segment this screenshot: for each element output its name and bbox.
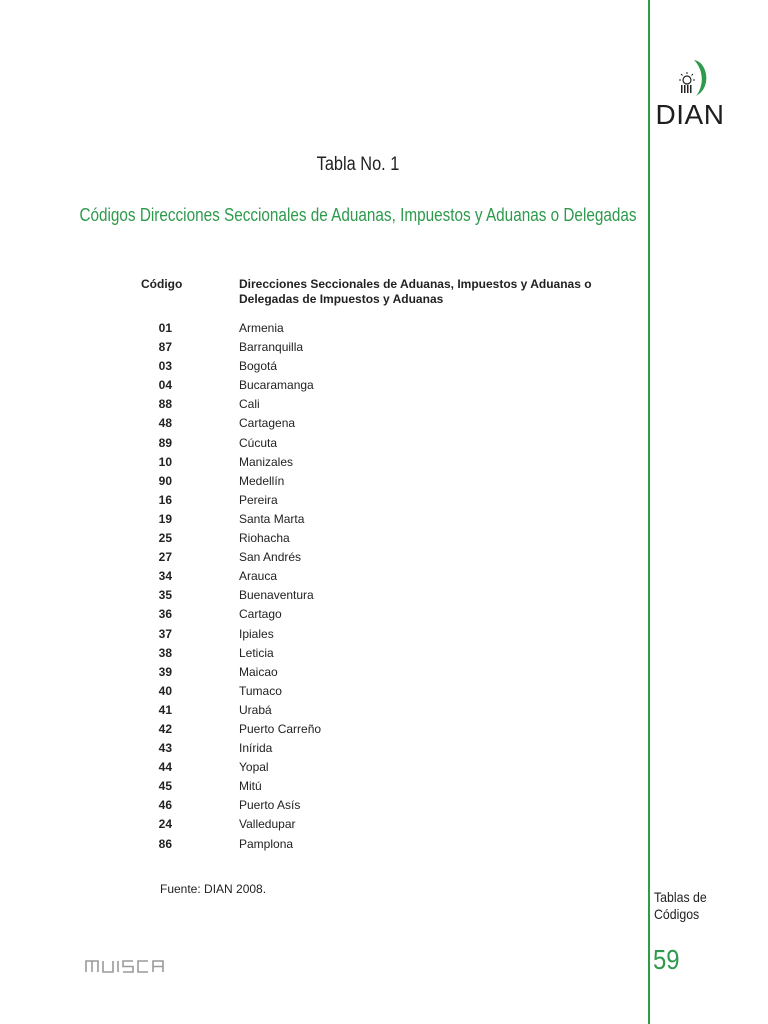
row-name: Arauca [239,569,278,584]
table-row [0,531,640,550]
table-row [0,837,640,856]
table-row [0,665,640,684]
row-code: 03 [158,359,172,374]
row-name: Inírida [239,741,273,756]
table-row [0,321,640,340]
section-label-line1: Tablas de [654,889,707,905]
table-row [0,779,640,798]
row-code: 16 [158,492,172,507]
row-code: 25 [158,531,172,546]
table-row [0,474,640,493]
row-code: 87 [158,340,172,355]
codes-table [0,321,640,856]
table-row [0,760,640,779]
row-name: Tumaco [239,683,282,698]
table-row [0,817,640,836]
table-title: Tabla No. 1 [316,154,400,175]
row-name: Buenaventura [239,588,314,603]
column-header-direction: Direcciones Seccionales de Aduanas, Impuestos y Aduanas o Delegadas de Impuestos y Aduanas [239,277,592,306]
row-code: 40 [158,683,172,698]
row-name: Medellín [239,473,285,488]
row-name: Cúcuta [239,435,278,450]
row-code: 24 [158,817,172,832]
row-name: Cartagena [239,416,296,431]
row-code: 46 [158,798,172,813]
row-name: Manizales [239,454,294,469]
table-row [0,436,640,455]
table-row [0,493,640,512]
table-row [0,588,640,607]
row-code: 42 [158,721,172,736]
row-name: Yopal [239,760,269,775]
dian-logo-icon [674,58,710,98]
row-code: 44 [158,760,172,775]
section-label [654,889,707,923]
row-code: 89 [158,435,172,450]
row-name: Santa Marta [239,511,305,526]
row-code: 19 [158,511,172,526]
table-row [0,550,640,569]
row-code: 43 [158,741,172,756]
row-code: 36 [158,607,172,622]
table-row [0,741,640,760]
row-name: Ipiales [239,626,274,641]
table-row [0,340,640,359]
row-code: 34 [158,569,172,584]
row-code: 27 [158,550,172,565]
table-row [0,627,640,646]
row-code: 35 [158,588,172,603]
table-row [0,703,640,722]
row-name: Barranquilla [239,340,304,355]
section-label-line2: Códigos [654,906,700,922]
table-row [0,359,640,378]
table-row [0,684,640,703]
table-row [0,646,640,665]
row-name: Valledupar [239,817,296,832]
row-name: Bogotá [239,359,278,374]
row-code: 38 [158,645,172,660]
table-row [0,416,640,435]
dian-logo [652,58,728,130]
row-name: Puerto Asís [239,798,301,813]
table-subtitle: Códigos Direcciones Seccionales de Aduanas, Impuestos y Aduanas o Delegadas [79,205,637,225]
row-code: 45 [158,779,172,794]
table-row [0,378,640,397]
row-code: 39 [158,664,172,679]
table-row [0,607,640,626]
row-name: Riohacha [239,531,290,546]
row-code: 90 [158,473,172,488]
row-name: Puerto Carreño [239,721,322,736]
row-name: Bucaramanga [239,378,314,393]
row-code: 41 [158,702,172,717]
row-code: 10 [158,454,172,469]
row-name: Maicao [239,664,278,679]
row-name: Cali [239,397,260,412]
row-name: Mitú [239,779,262,794]
row-name: Armenia [239,321,284,335]
table-row [0,512,640,531]
row-code: 01 [158,321,172,335]
row-name: Pereira [239,492,278,507]
row-name: Urabá [239,702,272,717]
muisca-logo [84,958,196,974]
row-code: 37 [158,626,172,641]
table-row [0,397,640,416]
row-code: 48 [158,416,172,431]
row-name: San Andrés [239,550,302,565]
row-name: Cartago [239,607,282,622]
source-note: Fuente: DIAN 2008. [160,882,267,896]
table-row [0,722,640,741]
table-row [0,569,640,588]
table-row [0,455,640,474]
row-name: Pamplona [239,836,294,851]
column-header-code: Código [141,277,183,291]
table-row [0,798,640,817]
row-code: 04 [158,378,172,393]
row-code: 88 [158,397,172,412]
page-number: 59 [653,944,680,975]
row-code: 86 [158,836,172,851]
row-name: Leticia [239,645,274,660]
dian-logo-text: DIAN [655,99,725,130]
